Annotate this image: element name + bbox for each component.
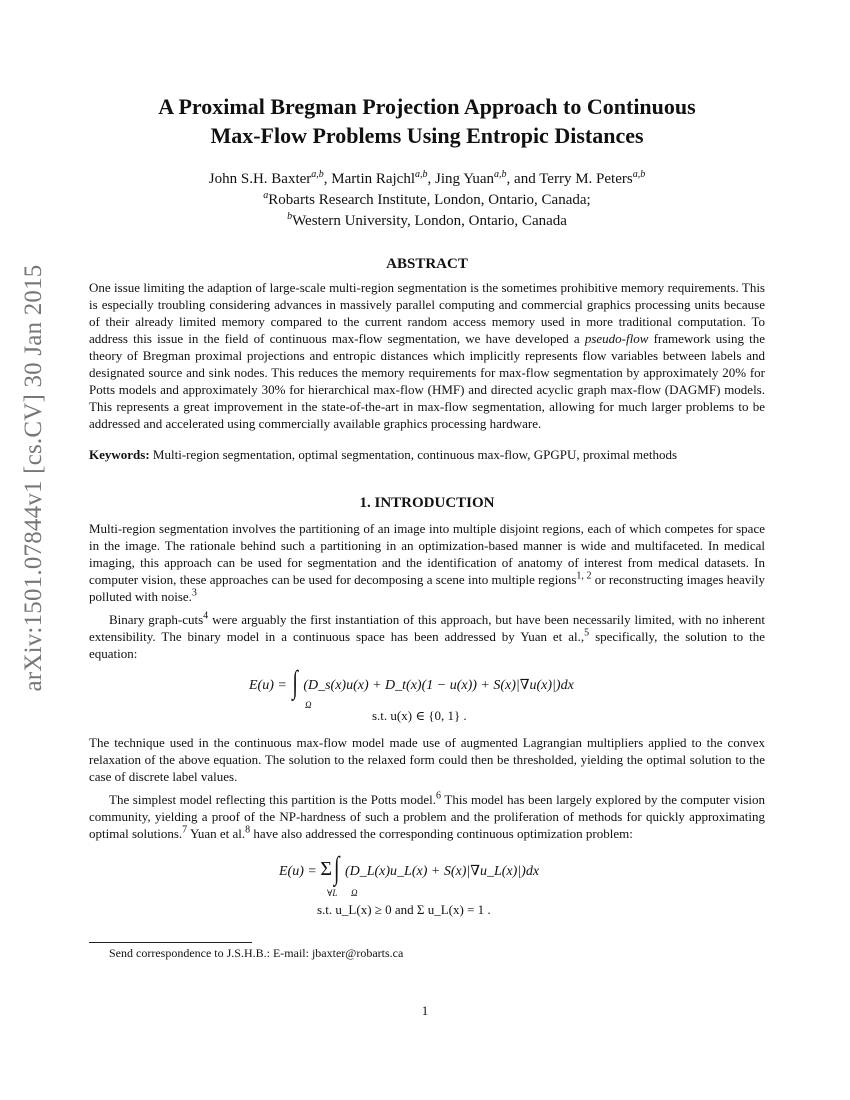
equation-1-integrand: (D_s(x)u(x) + D_t(x)(1 − u(x)) + S(x)|∇u(x)|)dx bbox=[303, 678, 574, 693]
arxiv-stamp-text: arXiv:1501.07844v1 [cs.CV] 30 Jan 2015 bbox=[20, 264, 47, 692]
author: Martin Rajchl$^{a,b}$, bbox=[331, 169, 436, 187]
equation-2-constraint: s.t. u_L(x) ≥ 0 and Σ u_L(x) = 1 . bbox=[317, 902, 491, 917]
abstract-text: One issue limiting the adaption of large-scale multi-region segmentation is the sometimes prohibitive memory requirements. This is especially troubling considering advances in massively parallel computing and commercial graphics processing units because of their already limited memory compared to the current random access memory used in more traditional computation. To address this issue in the field of continuous max-flow segmentation, we have developed a pseudo-flow framework using the theory of Bregman proximal projections and entropic distances which implicitly represents flow variables between labels and designated source and sink nodes. This reduces the memory requirements for max-flow segmentation by approximately 20% for Potts models and approximately 30% for hierarchical max-flow (HMF) and directed acyclic graph max-flow (DAGMF) models. This represents a great improvement in the state-of-the-art in max-flow segmentation, allowing for much larger problems to be addressed and accelerated using commercially available graphics processing hardware. bbox=[89, 280, 765, 431]
paragraph: The simplest model reflecting this partition is the Potts model.$^6$ This model has been largely explored by the computer vision community, yielding a proof of the NP-hardness of such a problem and the proliferation of methods for quickly approximating optimal solutions.$^7$ Yuan et al.$^8$ have also addressed the corresponding continuous optimization problem: bbox=[89, 790, 765, 841]
author: John S.H. Baxter$^{a,b}$, bbox=[208, 169, 332, 187]
footnote: Send correspondence to J.S.H.B.: E-mail: jbaxter@robarts.ca bbox=[109, 946, 404, 960]
page-number: 1 bbox=[421, 1003, 429, 1018]
paragraph: Multi-region segmentation involves the partitioning of an image into multiple disjoint regions, each of which competes for space in the image. The rationale behind such a partitioning in an optimization-based manner is wide and multifaceted. In medical imaging, this approach can be used for segmentation and the identification of anatomy of interest from medical datasets. In computer vision, these approaches can be used for decomposing a scene into multiple regions$^{1, 2}$ or reconstructing images heavily polluted with noise.$^3$ bbox=[89, 521, 766, 604]
equation-1: E(u) = ∫ Ω (D_s(x)u(x) + D_t(x)(1 − u(x)) + S(x)|∇u(x)|)dx s.t. u(x) ∈ {0, 1} . bbox=[249, 665, 574, 723]
title-line-2: Max-Flow Problems Using Entropic Distances bbox=[210, 123, 644, 148]
keywords: Keywords: Multi-region segmentation, optimal segmentation, continuous max-flow, GPGPU, proximal methods bbox=[89, 447, 678, 462]
equation-1-constraint: s.t. u(x) ∈ {0, 1} . bbox=[372, 708, 467, 723]
equation-2-integrand: (D_L(x)u_L(x) + S(x)|∇u_L(x)|)dx bbox=[344, 864, 540, 879]
affiliation: $^a$Robarts Research Institute, London, Ontario, Canada; bbox=[263, 190, 591, 208]
author: Terry M. Peters$^{a,b}$ bbox=[539, 169, 646, 187]
abstract-heading: ABSTRACT bbox=[386, 256, 468, 272]
affiliation: $^b$Western University, London, Ontario, Canada bbox=[287, 211, 567, 229]
paragraph: The technique used in the continuous max-flow model made use of augmented Lagrangian multipliers applied to the convex relaxation of the above equation. The solution to the relaxed form could then be thresholded, yielding the optimal solution to the case of discrete label values. bbox=[89, 735, 765, 784]
author-list bbox=[89, 168, 765, 190]
paper-title bbox=[89, 92, 765, 150]
arxiv-stamp bbox=[14, 264, 54, 692]
author: Jing Yuan$^{a,b}$, and bbox=[435, 169, 540, 187]
paragraph: Binary graph-cuts$^4$ were arguably the first instantiation of this approach, but have been necessarily limited, with no inherent extensibility. The binary model in a continuous space has been addressed by Yuan et al.,$^5$ specifically, the solution to the equation: bbox=[89, 610, 765, 661]
footnote-rule bbox=[89, 942, 252, 943]
section-heading-introduction: 1. INTRODUCTION bbox=[359, 495, 495, 511]
paper-page bbox=[89, 92, 765, 961]
equation-2: E(u) = Σ ∫ ∀L Ω (D_L(x)u_L(x) + S(x)|∇u_L(x)|)dx s.t. u_L(x) ≥ 0 and Σ u_L(x) = 1 . bbox=[279, 851, 540, 917]
title-line-1: A Proximal Bregman Projection Approach to Continuous bbox=[158, 94, 696, 119]
